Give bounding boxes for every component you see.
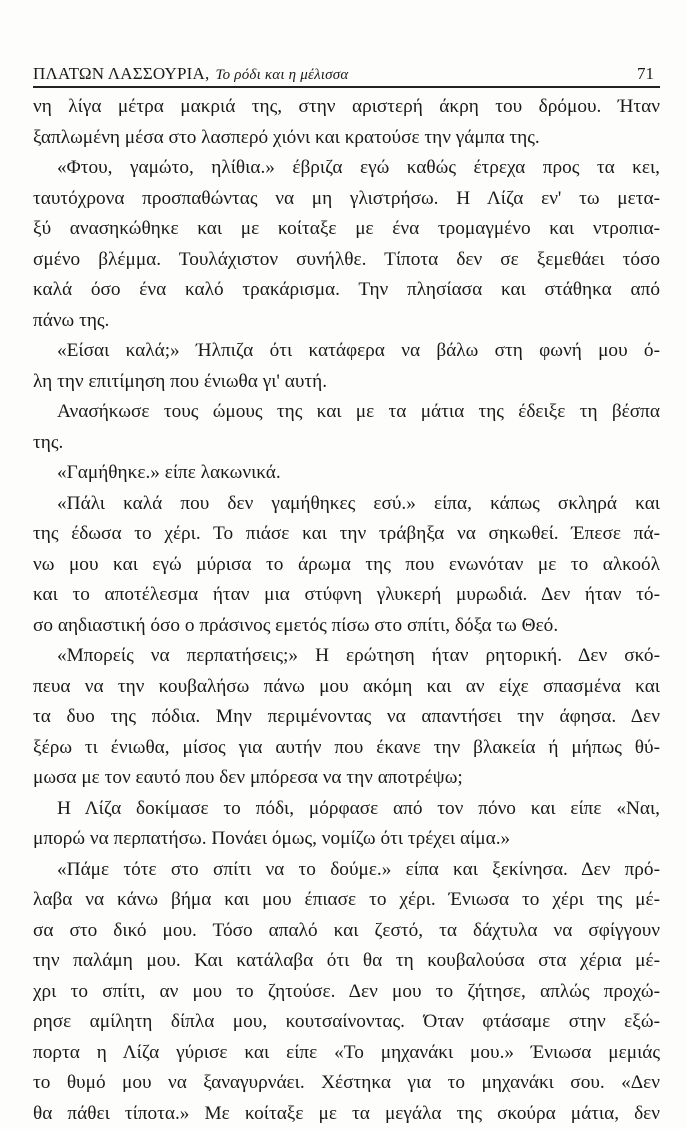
author-name: ΠΛΑΤΩΝ ΛΑΣΣΟΥΡΙΑ, — [33, 64, 209, 83]
text-line: νη λίγα μέτρα μακριά της, στην αριστερή άκρη του δρόμου. Ήταν — [33, 92, 660, 123]
text-line: ξύ ανασηκώθηκε και με κοίταξε με ένα τρομαγμένο και ντροπια- — [33, 214, 660, 245]
text-line: σο αηδιαστική όσο ο πράσινος εμετός πίσω στο σπίτι, δόξα τω Θεό. — [33, 611, 660, 642]
text-line: «Μπορείς να περπατήσεις;» Η ερώτηση ήταν ρητορική. Δεν σκό- — [33, 641, 660, 672]
text-line: «Φτου, γαμώτο, ηλίθια.» έβριζα εγώ καθώς έτρεχα προς τα κει, — [33, 153, 660, 184]
running-header — [33, 62, 660, 88]
text-line: το θυμό μου να ξαναγυρνάει. Χέστηκα για το μηχανάκι σου. «Δεν — [33, 1068, 660, 1099]
text-line: Η Λίζα δοκίμασε το πόδι, μόρφασε από τον πόνο και είπε «Ναι, — [33, 794, 660, 825]
header-author — [33, 64, 348, 84]
text-line: χρι το σπίτι, αν μου το ζητούσε. Δεν μου το ζήτησε, απλώς προχώ- — [33, 977, 660, 1008]
text-line: ξέρω τι ένιωθα, μίσος για αυτήν που έκανε την βλακεία ή μήπως θύ- — [33, 733, 660, 764]
text-line: μπορώ να περπατήσω. Πονάει όμως, νομίζω ότι τρέχει αίμα.» — [33, 824, 660, 855]
page-body-text — [33, 92, 660, 1129]
text-line: ξαπλωμένη μέσα στο λασπερό χιόνι και κρατούσε την γάμπα της. — [33, 123, 660, 154]
text-line: μωσα με τον εαυτό που δεν μπόρεσα να την αποτρέψω; — [33, 763, 660, 794]
text-line: σμένο βλέμμα. Τουλάχιστον συνήλθε. Τίποτα δεν σε ξεμεθάει τόσο — [33, 245, 660, 276]
text-line: σα στο δικό μου. Τόσο απαλό και ζεστό, τα δάχτυλα να σφίγγουν — [33, 916, 660, 947]
text-line: «Πάλι καλά που δεν γαμήθηκες εσύ.» είπα, κάπως σκληρά και — [33, 489, 660, 520]
text-line: Ανασήκωσε τους ώμους της και με τα μάτια της έδειξε τη βέσπα — [33, 397, 660, 428]
text-line: της. — [33, 428, 660, 459]
text-line: ταυτόχρονα προσπαθώντας να μη γλιστρήσω. Η Λίζα εν' τω μετα- — [33, 184, 660, 215]
text-line: νω μου και εγώ μύρισα το άρωμα της που ενωνόταν με το αλκοόλ — [33, 550, 660, 581]
text-line: θα πάθει τίποτα.» Με κοίταξε με τα μεγάλα της σκούρα μάτια, δεν — [33, 1099, 660, 1129]
text-line: πευα να την κουβαλήσω πάνω μου ακόμη και αν είχε σπασμένα και — [33, 672, 660, 703]
text-line: τα δυο της πόδια. Μην περιμένοντας να απαντήσει την άφησα. Δεν — [33, 702, 660, 733]
page-number: 71 — [637, 64, 654, 84]
text-line: καλά όσο ένα καλό τρακάρισμα. Την πλησίασα και στάθηκα από — [33, 275, 660, 306]
text-line: «Είσαι καλά;» Ήλπιζα ότι κατάφερα να βάλω στη φωνή μου ό- — [33, 336, 660, 367]
text-line: «Γαμήθηκε.» είπε λακωνικά. — [33, 458, 660, 489]
text-line: ρησε αμίλητη δίπλα μου, κουτσαίνοντας. Όταν φτάσαμε στην εξώ- — [33, 1007, 660, 1038]
text-line: λαβα να κάνω βήμα και μου έπιασε το χέρι. Ένιωσα το χέρι της μέ- — [33, 885, 660, 916]
text-line: πορτα η Λίζα γύρισε και είπε «Το μηχανάκι μου.» Ένιωσα μεμιάς — [33, 1038, 660, 1069]
text-line: την παλάμη μου. Και κατάλαβα ότι θα τη κουβαλούσα στα χέρια μέ- — [33, 946, 660, 977]
text-line: λη την επιτίμηση που ένιωθα γι' αυτή. — [33, 367, 660, 398]
text-line: της έδωσα το χέρι. Το πιάσε και την τράβηξα να σηκωθεί. Έπεσε πά- — [33, 519, 660, 550]
text-line: πάνω της. — [33, 306, 660, 337]
text-line: «Πάμε τότε στο σπίτι να το δούμε.» είπα και ξεκίνησα. Δεν πρό- — [33, 855, 660, 886]
book-title: Το ρόδι και η μέλισσα — [215, 67, 348, 83]
text-line: και το αποτέλεσμα ήταν μια στύφνη γλυκερή μυρωδιά. Δεν ήταν τό- — [33, 580, 660, 611]
